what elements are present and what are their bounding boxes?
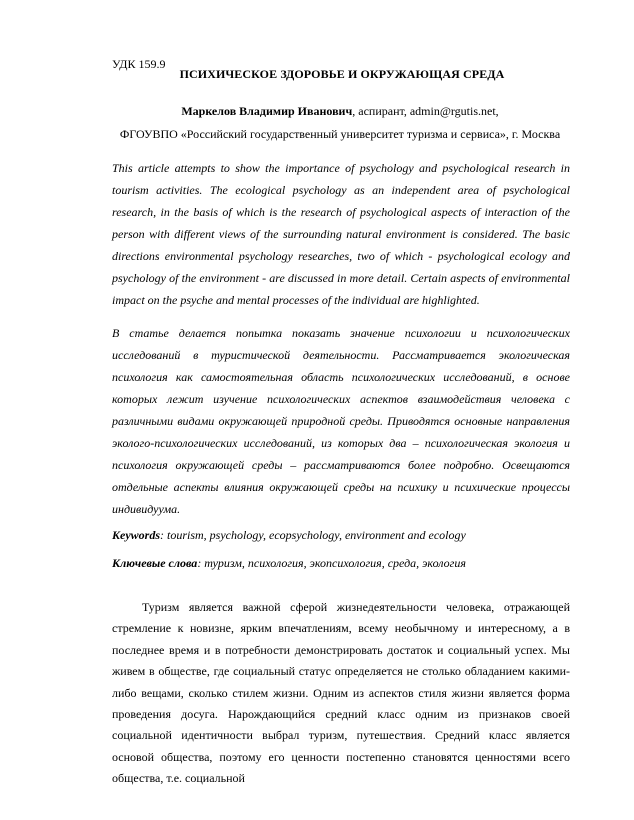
author-affiliation: ФГОУВПО «Российский государственный университет туризма и сервиса», г. Москва <box>119 127 561 141</box>
author-name: Маркелов Владимир Иванович <box>181 104 353 118</box>
keywords-english <box>112 526 582 544</box>
udk-code: УДК 159.9 <box>112 57 166 71</box>
body-paragraph: Туризм является важной сферой жизнедеятельности человека, отражающей стремление к новизне, ярким впечатлениям, всему необычному и интересному, а в последнее время и в потребности демонстрировать достаток и социальный успех. Мы живем в обществе, где социальный статус определяется не столько обладанием какими-либо вещами, сколько стилем жизни. Одним из аспектов стиля жизни является форма проведения досуга. Нарождающийся средний класс одним из признаков своей социальной идентичности выбрал туризм, путешествия. Средний класс является основой общества, поэтому его ценности постепенно становятся ценностями всего общества, т.е. социальной <box>112 600 570 786</box>
author-line <box>80 102 600 120</box>
keywords-russian-label: Ключевые слова <box>112 556 198 570</box>
keywords-english-values: : tourism, psychology, ecopsychology, environment and ecology <box>160 528 466 542</box>
keywords-russian-values: : туризм, психология, экопсихология, среда, экология <box>197 556 466 570</box>
keywords-russian <box>112 554 582 572</box>
author-details: , аспирант, admin@rgutis.net, <box>352 104 499 118</box>
paper-title: ПСИХИЧЕСКОЕ ЗДОРОВЬЕ И ОКРУЖАЮЩАЯ СРЕДА <box>179 67 505 81</box>
abstract-russian: В статье делается попытка показать значение психологии и психологических исследований в туристической деятельности. Рассматривается экологическая психология как самостоятельная область психологических исследований, в основе которых лежит изучение психологических аспектов взаимодействия человека с различными видами окружающей природной среды. Приводятся основные направления эколого-психологических исследований, из которых два – психологическая экология и психология окружающей среды – рассматриваются более подробно. Освещаются отдельные аспекты влияния окружающей среды на психику и психические процессы индивидуума. <box>112 326 570 516</box>
keywords-english-label: Keywords <box>112 528 160 542</box>
abstract-english: This article attempts to show the importance of psychology and psychological research in tourism activities. The ecological psychology as an independent area of psychological research, in the basis of which is the research of psychological aspects of interaction of the person with different views of the surrounding natural environment is considered. The basic directions environmental psychology researches, two of which - psychological ecology and psychology of the environment - are discussed in more detail. Certain aspects of environmental impact on the psyche and mental processes of the individual are highlighted. <box>112 161 570 307</box>
